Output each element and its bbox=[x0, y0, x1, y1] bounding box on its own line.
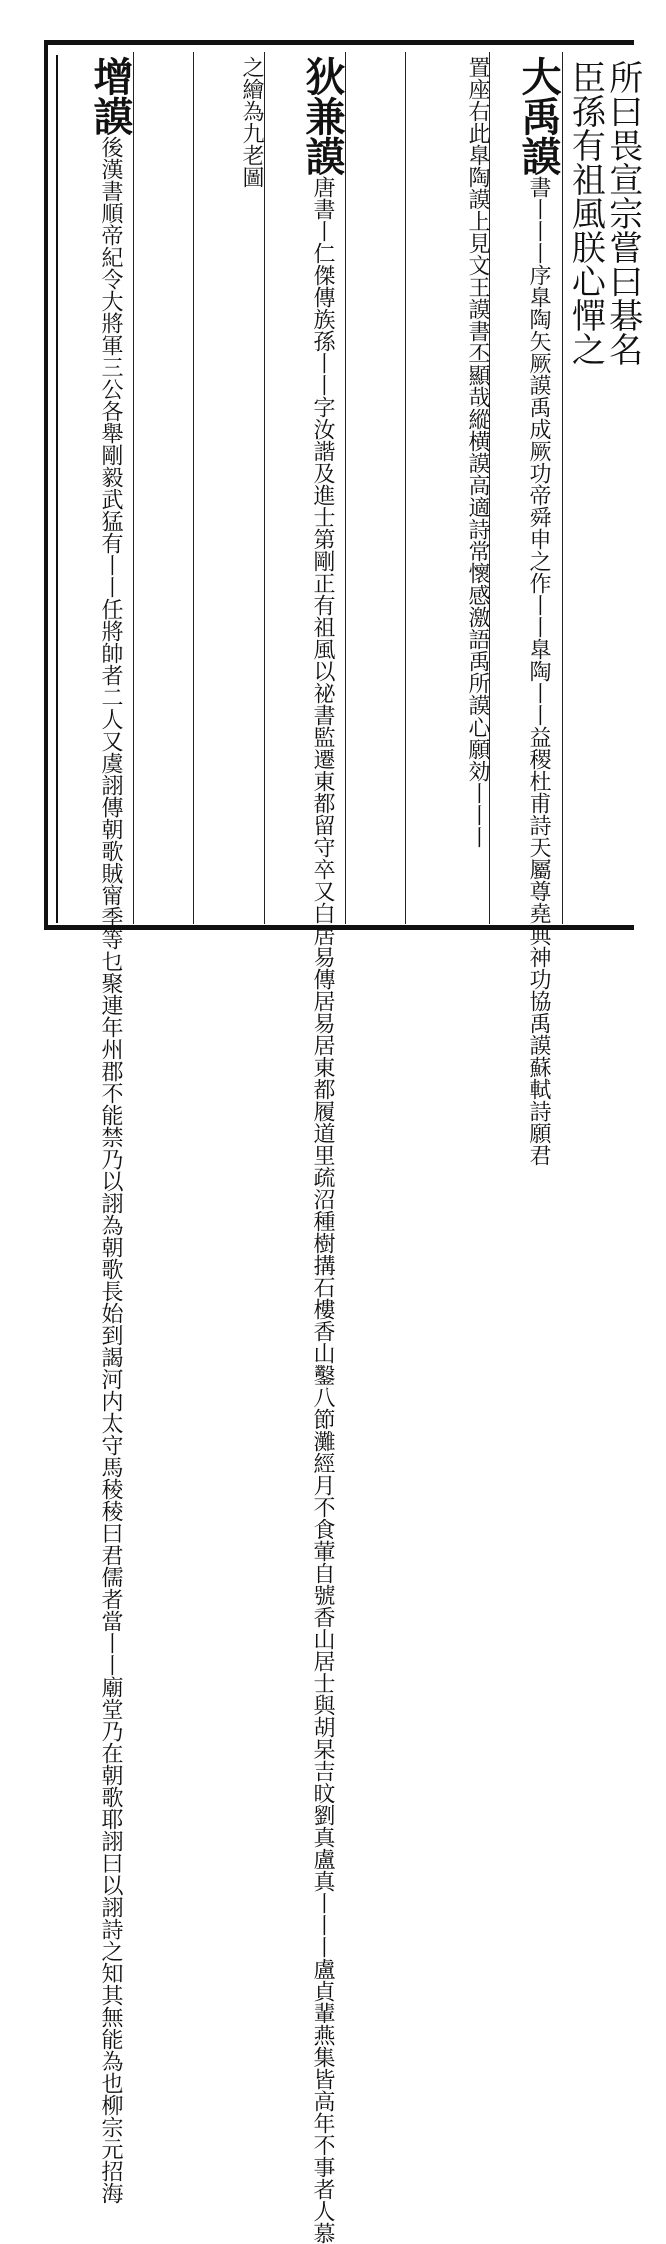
entry-continuation-short bbox=[198, 56, 262, 188]
column-divider bbox=[405, 52, 406, 924]
column-divider bbox=[193, 52, 194, 924]
entry-continuation bbox=[412, 56, 488, 848]
entry-note: 置座右此臯陶謨上見文王謨書丕顯哉縱横謨高適詩常懷感激語禹所謨心願効丨丨丨 bbox=[465, 56, 490, 848]
continuation-line-right: 所曰畏宣宗嘗曰碁名 bbox=[602, 60, 643, 366]
entry-note: 唐書丨仁傑傳族孫丨丨字汝諧及進士第剛正有祖風以祕書監遷東都留守卒又白居易傳居易居東都履道里疏沼種樹搆石樓香山鑿八節灘經月不食葷自號香山居士與胡杲吉旼劉真盧真丨丨丨盧貞輩燕集皆高年不事者人慕 bbox=[310, 176, 335, 2244]
entry-note: 之繪為九老圖 bbox=[239, 56, 264, 188]
entry-heading: 狄兼謨 bbox=[299, 56, 346, 176]
entry-heading: 增謨 bbox=[87, 56, 134, 136]
continuation-line-left: 臣孫有祖風朕心憚之 bbox=[565, 60, 606, 366]
entry-da-yu-mo bbox=[496, 56, 560, 1166]
entry-note: 書丨丨丨序臯陶矢厥謨禹成厥功帝舜申之作丨丨臯陶丨丨益稷杜甫詩天屬尊堯典神功協禹謨蘇軾詩願君 bbox=[526, 176, 551, 1166]
column-divider bbox=[562, 52, 563, 924]
column-divider bbox=[264, 52, 265, 924]
inner-border-line bbox=[56, 55, 58, 923]
continuation-column bbox=[566, 60, 641, 366]
column-divider bbox=[345, 52, 346, 924]
entry-note: 後漢書順帝紀令大將軍三公各舉剛毅武猛有丨丨任將帥者二人又虞詡傳朝歌賊甯季等乜聚連年州郡不能禁乃以詡為朝歌長始到謁河内太守馬稜稜曰君儒者當丨丨廟堂乃在朝歌耶詡曰以詡詩之知其無能為也柳宗元招海 bbox=[98, 136, 123, 2204]
entry-heading: 大禹謨 bbox=[515, 56, 562, 176]
column-divider bbox=[133, 52, 134, 924]
entry-di-jian-mo bbox=[270, 56, 344, 2244]
entry-zeng-mo bbox=[62, 56, 132, 2204]
